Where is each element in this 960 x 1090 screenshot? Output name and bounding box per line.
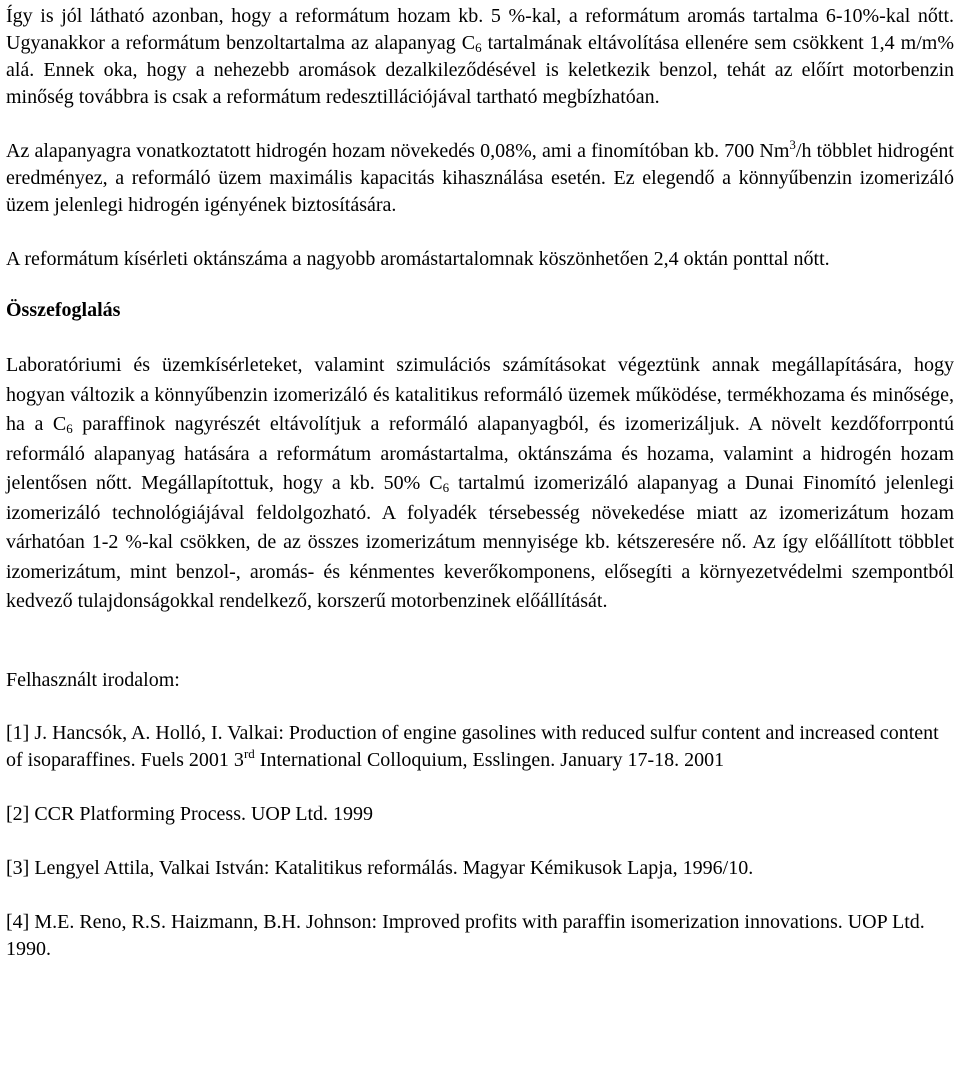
paragraph-text: /h többlet hidrogént eredményez, a reformáló üzem maximális kapacitás kihasználása esetén. Ez elegendő a könnyűbenzin izomerizáló üzem jelenlegi hidrogén igényének biztosítására. (6, 140, 954, 216)
superscript-rd: rd (243, 745, 255, 761)
reference-item: [4] M.E. Reno, R.S. Haizmann, B.H. Johnson: Improved profits with paraffin isomerization innovations. UOP Ltd. 1990. (6, 910, 925, 960)
paragraph-text: Laboratóriumi és üzemkísérleteket, valamint szimulációs számításokat végeztünk annak megállapítására, hogy hogyan változik a könnyűbenzin izomerizáló és katalitikus reformáló üzemek működése, termékhozama és minősége, ha a C (6, 354, 954, 435)
paragraph-octane: A reformátum kísérleti oktánszáma a nagyobb aromástartalomnak köszönhetően 2,4 oktán ponttal nőtt. (6, 248, 830, 270)
paragraph-text: Így is jól látható azonban, hogy a reformátum hozam kb. 5 %-kal, a reformátum aromás tartalma 6-10%-kal nőtt. Ugyanakkor a reformátum benzoltartalma az alapanyag C (6, 5, 954, 54)
paragraph-text: paraffinok nagyrészét eltávolítjuk a reformáló alapanyagból, és izomerizáljuk. A növelt kezdőforrpontú reformáló alapanyag hatására a reformátum aromástartalma, oktánszáma és hozama, valamint a hidrogén hozam jelentősen nőtt. Megállapítottuk, hogy a kb. 50% C (6, 413, 954, 494)
subscript-c6: 6 (66, 421, 73, 436)
references-title: Felhasznált irodalom: (6, 668, 180, 691)
subscript-c6: 6 (475, 40, 482, 55)
reference-item: [2] CCR Platforming Process. UOP Ltd. 1999 (6, 802, 374, 825)
paragraph-text: Az alapanyagra vonatkoztatott hidrogén hozam növekedés 0,08%, ami a finomítóban kb. 700 Nm (6, 140, 790, 162)
reference-item (6, 720, 954, 774)
paragraph-reformate-yield (6, 3, 954, 111)
subscript-c6: 6 (442, 480, 450, 495)
paragraph-summary (6, 351, 954, 617)
reference-text: International Colloquium, Esslingen. January 17-18. 2001 (254, 748, 725, 771)
reference-text: [1] J. Hancsók, A. Holló, I. Valkai: Production of engine gasolines with reduced sulfur content and increased content of isoparaffines. Fuels 2001 3 (6, 721, 939, 771)
paragraph-text: tartalmú izomerizáló alapanyag a Dunai Finomító jelenlegi izomerizáló technológiájával feldolgozható. A folyadék térsebesség növekedése miatt az izomerizátum hozam várhatóan 1-2 %-kal csökken, de az összes izomerizátum mennyisége kb. kétszeresére nő. Az így előállított többlet izomerizátum, mint benzol-, aromás- és kénmentes keverőkomponens, elősegíti a környezetvédelmi szempontból kedvező tulajdonságokkal rendelkező, korszerű motorbenzinek előállítását. (6, 472, 955, 612)
paragraph-text: tartalmának eltávolítása ellenére sem csökkent 1,4 m/m% alá. Ennek oka, hogy a nehezebb aromások dezalkileződésével is keletkezik benzol, tehát az előírt motorbenzin minőség továbbra is csak a reformátum redesztillációjával tartható megbízhatóan. (6, 32, 955, 108)
paragraph-hydrogen-yield (6, 138, 954, 219)
section-heading-summary: Összefoglalás (6, 299, 121, 321)
superscript-3: 3 (789, 137, 796, 152)
reference-item: [3] Lengyel Attila, Valkai István: Katalitikus reformálás. Magyar Kémikusok Lapja, 1996/10. (6, 856, 754, 879)
